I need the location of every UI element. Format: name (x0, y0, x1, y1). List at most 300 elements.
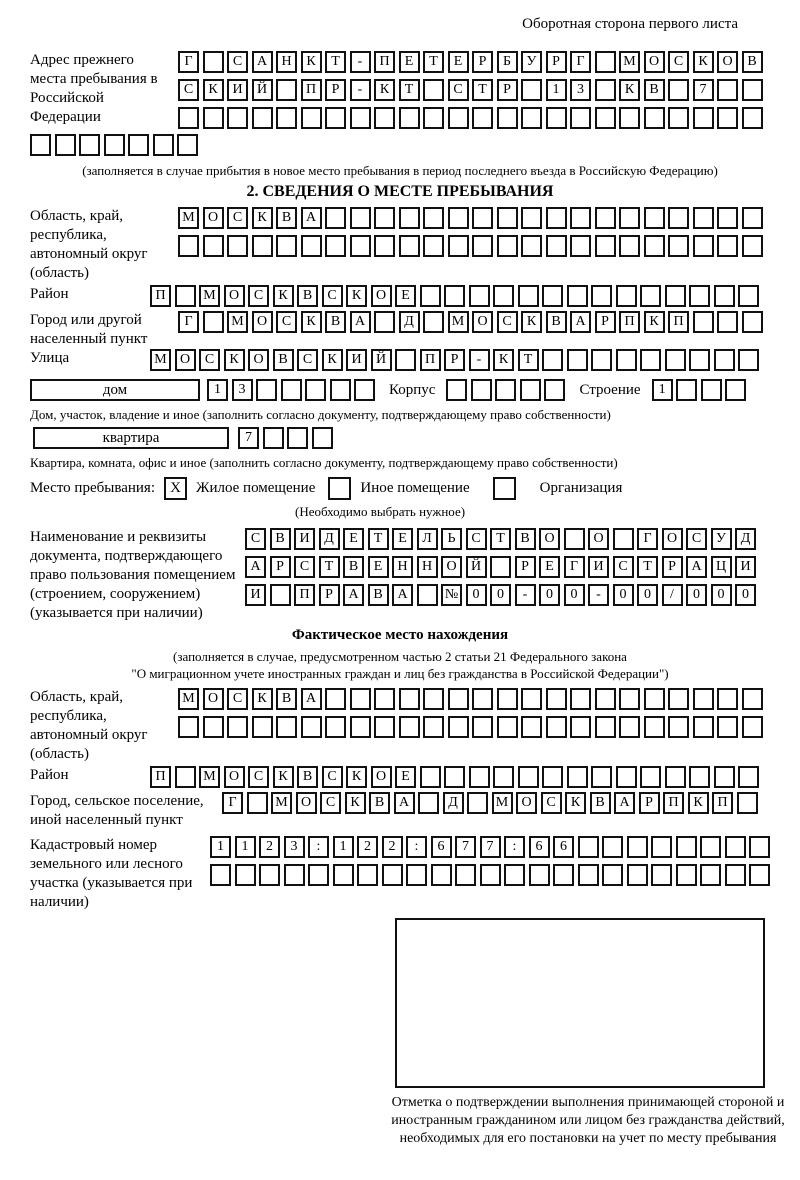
document-row-2 (245, 556, 756, 578)
char-cell (227, 716, 248, 738)
char-cell: / (662, 584, 683, 606)
char-cell: С (227, 51, 248, 73)
char-cell (742, 716, 763, 738)
char-cell: О (248, 349, 269, 371)
char-cell (153, 134, 174, 156)
char-cell: К (273, 285, 294, 307)
char-cell: Н (417, 556, 438, 578)
char-cell: И (227, 79, 248, 101)
field-actual-city (30, 792, 770, 830)
char-cell (619, 688, 640, 710)
char-cell (354, 379, 375, 401)
char-cell: О (224, 766, 245, 788)
char-cell: О (203, 688, 224, 710)
char-cell: С (320, 792, 341, 814)
char-cell (570, 716, 591, 738)
char-cell (210, 864, 231, 886)
char-cell (619, 235, 640, 257)
char-cell: В (270, 528, 291, 550)
char-cell (542, 349, 563, 371)
field-cadastral (30, 836, 770, 912)
char-cell (651, 836, 672, 858)
char-cell (714, 349, 735, 371)
char-cell (619, 107, 640, 129)
char-cell: К (252, 207, 273, 229)
char-cell: 6 (553, 836, 574, 858)
char-cell: 3 (284, 836, 305, 858)
char-cell (423, 311, 444, 333)
char-cell: 7 (693, 79, 714, 101)
char-cell (668, 107, 689, 129)
char-cell: П (663, 792, 684, 814)
apartment-note: Квартира, комната, офис и иное (заполнить согласно документу, подтверждающему право собственности) (30, 455, 618, 470)
actual-region-row-2 (178, 716, 763, 738)
char-cell (570, 107, 591, 129)
house-line (30, 379, 770, 401)
char-cell: 1 (207, 379, 228, 401)
char-cell (178, 235, 199, 257)
char-cell (431, 864, 452, 886)
char-cell: В (343, 556, 364, 578)
char-cell: А (392, 584, 413, 606)
char-cell (423, 107, 444, 129)
char-cell (420, 285, 441, 307)
char-cell: С (294, 556, 315, 578)
char-cell: 7 (238, 427, 259, 449)
char-cell: 0 (539, 584, 560, 606)
char-cell: Р (270, 556, 291, 578)
char-cell: 7 (480, 836, 501, 858)
cadastral-row-1 (210, 836, 770, 858)
char-cell: А (301, 688, 322, 710)
char-cell (350, 716, 371, 738)
house-box-label: дом (30, 379, 200, 401)
char-cell: Й (371, 349, 392, 371)
char-cell: - (350, 51, 371, 73)
char-cell: Ц (711, 556, 732, 578)
char-cell: С (322, 766, 343, 788)
char-cell: С (668, 51, 689, 73)
char-cell (203, 107, 224, 129)
char-cell: 2 (259, 836, 280, 858)
char-cell (276, 107, 297, 129)
char-cell: О (441, 556, 462, 578)
char-cell: Г (564, 556, 585, 578)
char-cell (301, 716, 322, 738)
char-cell: Е (448, 51, 469, 73)
char-cell (693, 107, 714, 129)
field-region (30, 207, 770, 283)
char-cell (252, 716, 273, 738)
char-cell (308, 864, 329, 886)
apartment-line (30, 427, 770, 449)
char-cell: П (668, 311, 689, 333)
char-cell (276, 235, 297, 257)
char-cell (725, 379, 746, 401)
city-label: Город или другой населенный пункт (30, 312, 148, 347)
char-cell: М (271, 792, 292, 814)
char-cell: Р (472, 51, 493, 73)
char-cell (627, 864, 648, 886)
char-cell: Т (423, 51, 444, 73)
char-cell: В (273, 349, 294, 371)
char-cell (79, 134, 100, 156)
char-cell: Д (399, 311, 420, 333)
char-cell: В (590, 792, 611, 814)
char-cell (701, 379, 722, 401)
char-cell: Е (539, 556, 560, 578)
char-cell (613, 528, 634, 550)
char-cell: 0 (564, 584, 585, 606)
char-cell: А (245, 556, 266, 578)
char-cell (325, 235, 346, 257)
cadastral-label: Кадастровый номер земельного или лесного участка (указывается при наличии) (30, 837, 193, 910)
char-cell (55, 134, 76, 156)
char-cell (518, 285, 539, 307)
char-cell (668, 235, 689, 257)
char-cell: К (619, 79, 640, 101)
char-cell: А (343, 584, 364, 606)
char-cell (175, 285, 196, 307)
char-cell (490, 556, 511, 578)
char-cell (644, 207, 665, 229)
char-cell (578, 836, 599, 858)
char-cell: Г (637, 528, 658, 550)
char-cell: Т (490, 528, 511, 550)
char-cell (301, 107, 322, 129)
char-cell: В (369, 792, 390, 814)
char-cell: Е (395, 285, 416, 307)
char-cell (521, 107, 542, 129)
char-cell: Т (399, 79, 420, 101)
char-cell (418, 792, 439, 814)
char-cell: А (570, 311, 591, 333)
char-cell (553, 864, 574, 886)
document-label: Наименование и реквизиты документа, подтверждающего право пользования помещением (строением, сооружением) (указывается при наличии) (30, 529, 236, 621)
char-cell (423, 716, 444, 738)
char-cell: А (394, 792, 415, 814)
char-cell: Р (595, 311, 616, 333)
char-cell (546, 207, 567, 229)
char-cell (619, 716, 640, 738)
char-cell (104, 134, 125, 156)
char-cell: 0 (613, 584, 634, 606)
char-cell (651, 864, 672, 886)
char-cell (423, 207, 444, 229)
char-cell (742, 79, 763, 101)
char-cell (595, 235, 616, 257)
char-cell: К (565, 792, 586, 814)
field-city (30, 311, 770, 349)
char-cell: М (178, 688, 199, 710)
char-cell: - (588, 584, 609, 606)
prev-address-note: (заполняется в случае прибытия в новое место пребывания в период последнего въезда в Российскую Федерацию) (82, 163, 718, 178)
char-cell (203, 716, 224, 738)
char-cell (325, 716, 346, 738)
char-cell: 0 (490, 584, 511, 606)
char-cell (270, 584, 291, 606)
prev-address-label: Адрес прежнего места пребывания в Российской Федерации (30, 52, 158, 125)
char-cell (448, 107, 469, 129)
char-cell: М (199, 766, 220, 788)
char-cell (330, 379, 351, 401)
char-cell (227, 107, 248, 129)
char-cell: С (448, 79, 469, 101)
char-cell (312, 427, 333, 449)
char-cell: К (346, 285, 367, 307)
char-cell: К (693, 51, 714, 73)
char-cell: В (276, 688, 297, 710)
char-cell (725, 836, 746, 858)
char-cell (423, 235, 444, 257)
char-cell (693, 311, 714, 333)
char-cell: О (472, 311, 493, 333)
char-cell (668, 688, 689, 710)
char-cell (602, 836, 623, 858)
char-cell: М (227, 311, 248, 333)
char-cell: О (175, 349, 196, 371)
apartment-cells (238, 427, 333, 449)
char-cell: Е (368, 556, 389, 578)
char-cell: Р (319, 584, 340, 606)
char-cell (738, 766, 759, 788)
field-street (30, 349, 770, 371)
char-cell (497, 207, 518, 229)
char-cell (689, 766, 710, 788)
char-cell: Р (497, 79, 518, 101)
char-cell: Т (319, 556, 340, 578)
char-cell: В (297, 766, 318, 788)
char-cell (128, 134, 149, 156)
field-prev-address (30, 51, 770, 129)
char-cell (504, 864, 525, 886)
char-cell (644, 716, 665, 738)
char-cell (448, 207, 469, 229)
char-cell (640, 349, 661, 371)
char-cell (717, 311, 738, 333)
char-cell: Р (546, 51, 567, 73)
confirmation-mark-note: Отметка о подтверждении выполнения принимающей стороной и иностранным гражданином или лицом без гражданства действий, необходимых для его постановки на учет по месту пребывания (391, 1095, 785, 1146)
char-cell: О (516, 792, 537, 814)
stay-type-note: (Необходимо выбрать нужное) (295, 504, 466, 519)
char-cell: П (150, 285, 171, 307)
char-cell: Т (472, 79, 493, 101)
char-cell (725, 864, 746, 886)
field-district (30, 285, 770, 307)
stay-type-label: Место пребывания: (30, 480, 155, 496)
char-cell (627, 836, 648, 858)
char-cell (374, 107, 395, 129)
char-cell (423, 688, 444, 710)
char-cell (619, 207, 640, 229)
char-cell (399, 688, 420, 710)
char-cell (455, 864, 476, 886)
header-note: Оборотная сторона первого листа (522, 16, 738, 32)
char-cell (374, 235, 395, 257)
char-cell: К (345, 792, 366, 814)
char-cell (595, 207, 616, 229)
char-cell (417, 584, 438, 606)
char-cell: : (308, 836, 329, 858)
char-cell: Б (497, 51, 518, 73)
char-cell (350, 688, 371, 710)
char-cell: - (350, 79, 371, 101)
apartment-box-label: квартира (33, 427, 229, 449)
district-row (150, 285, 759, 307)
char-cell (742, 235, 763, 257)
actual-district-label: Район (30, 767, 69, 783)
char-cell: Д (319, 528, 340, 550)
actual-city-row (222, 792, 758, 814)
char-cell: И (588, 556, 609, 578)
char-cell: К (322, 349, 343, 371)
char-cell: 0 (637, 584, 658, 606)
char-cell: Г (178, 311, 199, 333)
char-cell: 2 (382, 836, 403, 858)
char-cell: Т (637, 556, 658, 578)
document-row-1 (245, 528, 756, 550)
char-cell (177, 134, 198, 156)
char-cell (448, 716, 469, 738)
char-cell: К (688, 792, 709, 814)
char-cell: П (420, 349, 441, 371)
stay-type-line (30, 477, 770, 500)
char-cell (252, 235, 273, 257)
char-cell: К (273, 766, 294, 788)
char-cell (714, 285, 735, 307)
char-cell (676, 379, 697, 401)
char-cell (374, 688, 395, 710)
char-cell (742, 207, 763, 229)
stroenie-cells (652, 379, 747, 401)
char-cell: 0 (711, 584, 732, 606)
char-cell: М (150, 349, 171, 371)
char-cell (469, 285, 490, 307)
char-cell: И (294, 528, 315, 550)
char-cell: С (248, 766, 269, 788)
char-cell (567, 766, 588, 788)
char-cell: М (492, 792, 513, 814)
char-cell: С (248, 285, 269, 307)
char-cell: П (374, 51, 395, 73)
char-cell (738, 285, 759, 307)
option-other-premises-label: Иное помещение (360, 480, 470, 496)
char-cell: К (374, 79, 395, 101)
char-cell: О (539, 528, 560, 550)
char-cell (276, 716, 297, 738)
char-cell: О (371, 285, 392, 307)
char-cell (668, 716, 689, 738)
char-cell (742, 688, 763, 710)
char-cell (497, 688, 518, 710)
char-cell: П (294, 584, 315, 606)
char-cell (325, 207, 346, 229)
char-cell: П (150, 766, 171, 788)
field-document (30, 528, 770, 623)
char-cell: Й (466, 556, 487, 578)
char-cell (374, 207, 395, 229)
char-cell (374, 311, 395, 333)
char-cell: С (178, 79, 199, 101)
char-cell (247, 792, 268, 814)
char-cell: Е (395, 766, 416, 788)
char-cell (399, 716, 420, 738)
char-cell: О (644, 51, 665, 73)
char-cell (689, 349, 710, 371)
char-cell (693, 235, 714, 257)
char-cell: К (203, 79, 224, 101)
char-cell: С (497, 311, 518, 333)
char-cell: М (619, 51, 640, 73)
char-cell (640, 285, 661, 307)
char-cell (570, 207, 591, 229)
char-cell: О (371, 766, 392, 788)
char-cell (714, 766, 735, 788)
char-cell (595, 688, 616, 710)
char-cell (521, 207, 542, 229)
char-cell (717, 207, 738, 229)
char-cell (252, 107, 273, 129)
char-cell (444, 285, 465, 307)
char-cell (472, 207, 493, 229)
char-cell: А (686, 556, 707, 578)
char-cell (665, 285, 686, 307)
char-cell: 3 (570, 79, 591, 101)
char-cell (472, 235, 493, 257)
char-cell (203, 51, 224, 73)
char-cell: Й (252, 79, 273, 101)
char-cell: К (346, 766, 367, 788)
char-cell (542, 766, 563, 788)
char-cell: Е (343, 528, 364, 550)
char-cell: С (245, 528, 266, 550)
char-cell: Т (368, 528, 389, 550)
char-cell (742, 311, 763, 333)
actual-region-row-1 (178, 688, 763, 710)
char-cell (567, 349, 588, 371)
char-cell: О (717, 51, 738, 73)
char-cell: И (735, 556, 756, 578)
char-cell (644, 688, 665, 710)
char-cell (333, 864, 354, 886)
char-cell: М (448, 311, 469, 333)
char-cell: 0 (735, 584, 756, 606)
char-cell (700, 864, 721, 886)
char-cell (521, 235, 542, 257)
char-cell (420, 766, 441, 788)
char-cell (542, 285, 563, 307)
char-cell (668, 207, 689, 229)
region-label: Область, край, республика, автономный округ (область) (30, 208, 148, 281)
char-cell: О (224, 285, 245, 307)
char-cell: В (325, 311, 346, 333)
char-cell (689, 285, 710, 307)
char-cell (717, 688, 738, 710)
char-cell: А (614, 792, 635, 814)
char-cell: О (203, 207, 224, 229)
char-cell: С (199, 349, 220, 371)
char-cell: 2 (357, 836, 378, 858)
char-cell (521, 688, 542, 710)
char-cell: П (619, 311, 640, 333)
char-cell (357, 864, 378, 886)
char-cell: В (742, 51, 763, 73)
char-cell: Н (276, 51, 297, 73)
char-cell (570, 235, 591, 257)
char-cell: К (224, 349, 245, 371)
char-cell (717, 716, 738, 738)
char-cell (497, 716, 518, 738)
